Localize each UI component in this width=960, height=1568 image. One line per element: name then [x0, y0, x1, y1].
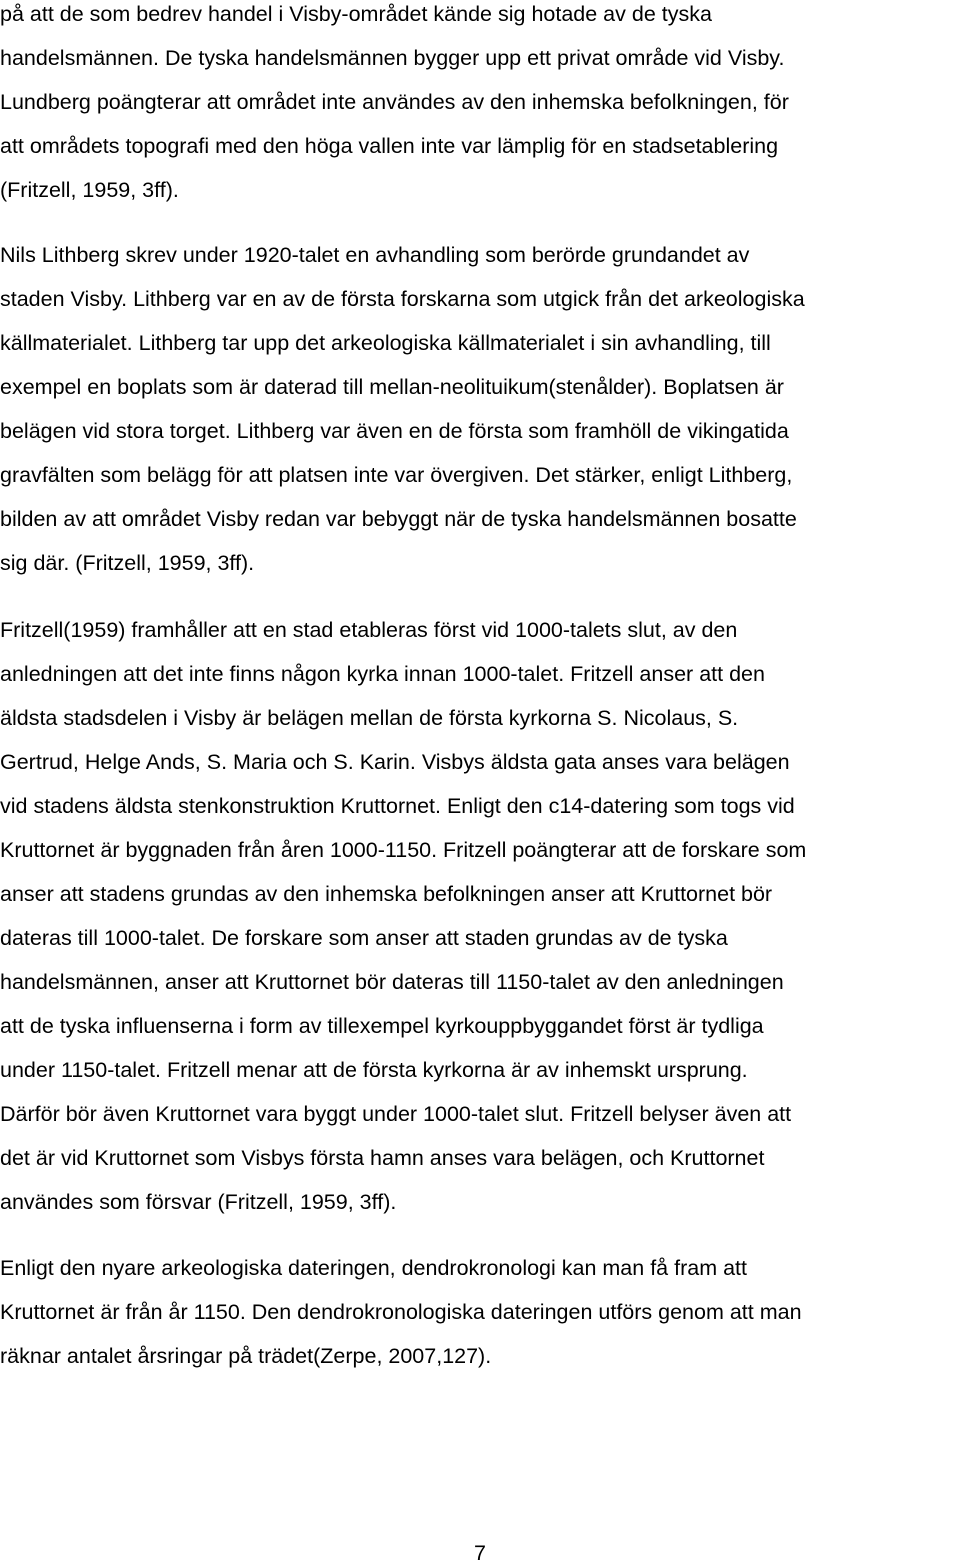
text-line: Kruttornet är byggnaden från åren 1000-1150. Fritzell poängterar att de forskare som [0, 838, 807, 862]
text-line: Kruttornet är från år 1150. Den dendrokronologiska dateringen utförs genom att man [0, 1300, 802, 1324]
text-line: anledningen att det inte finns någon kyrka innan 1000-talet. Fritzell anser att den [0, 662, 765, 686]
text-line: handelsmännen. De tyska handelsmännen bygger upp ett privat område vid Visby. [0, 46, 785, 70]
text-line: på att de som bedrev handel i Visby-området kände sig hotade av de tyska [0, 2, 712, 26]
text-line: Lundberg poängterar att området inte användes av den inhemska befolkningen, för [0, 90, 789, 114]
text-line: att de tyska influenserna i form av tillexempel kyrkouppbyggandet först är tydliga [0, 1014, 764, 1038]
text-line: staden Visby. Lithberg var en av de första forskarna som utgick från det arkeologiska [0, 287, 805, 311]
text-line: bilden av att området Visby redan var bebyggt när de tyska handelsmännen bosatte [0, 507, 797, 531]
text-line: handelsmännen, anser att Kruttornet bör dateras till 1150-talet av den anledningen [0, 970, 784, 994]
text-line: det är vid Kruttornet som Visbys första hamn anses vara belägen, och Kruttornet [0, 1146, 765, 1170]
text-line: Enligt den nyare arkeologiska dateringen, dendrokronologi kan man få fram att [0, 1256, 747, 1280]
text-line: vid stadens äldsta stenkonstruktion Kruttornet. Enligt den c14-datering som togs vid [0, 794, 795, 818]
text-line: användes som försvar (Fritzell, 1959, 3ff). [0, 1190, 397, 1214]
text-line: belägen vid stora torget. Lithberg var även en de första som framhöll de vikingatida [0, 419, 789, 443]
paragraph-2 [0, 233, 960, 585]
text-line: Gertrud, Helge Ands, S. Maria och S. Karin. Visbys äldsta gata anses vara belägen [0, 750, 790, 774]
text-line: anser att stadens grundas av den inhemska befolkningen anser att Kruttornet bör [0, 882, 773, 906]
text-line: (Fritzell, 1959, 3ff). [0, 178, 179, 202]
text-line: räknar antalet årsringar på trädet(Zerpe, 2007,127). [0, 1344, 492, 1368]
text-line: gravfälten som belägg för att platsen inte var övergiven. Det stärker, enligt Lithberg, [0, 463, 793, 487]
text-line: Därför bör även Kruttornet vara byggt under 1000-talet slut. Fritzell belyser även att [0, 1102, 792, 1126]
text-line: Nils Lithberg skrev under 1920-talet en avhandling som berörde grundandet av [0, 243, 750, 267]
text-line: exempel en boplats som är daterad till mellan-neolituikum(stenålder). Boplatsen är [0, 375, 784, 399]
text-line: källmaterialet. Lithberg tar upp det arkeologiska källmaterialet i sin avhandling, till [0, 331, 771, 355]
text-line: att områdets topografi med den höga vallen inte var lämplig för en stadsetablering [0, 134, 779, 158]
text-line: Fritzell(1959) framhåller att en stad etableras först vid 1000-talets slut, av den [0, 618, 738, 642]
page-number: 7 [474, 1541, 486, 1565]
paragraph-4 [0, 1246, 960, 1378]
text-line: under 1150-talet. Fritzell menar att de första kyrkorna är av inhemskt ursprung. [0, 1058, 748, 1082]
paragraph-1 [0, 0, 960, 212]
text-line: dateras till 1000-talet. De forskare som anser att staden grundas av de tyska [0, 926, 728, 950]
text-line: sig där. (Fritzell, 1959, 3ff). [0, 551, 255, 575]
text-line: äldsta stadsdelen i Visby är belägen mellan de första kyrkorna S. Nicolaus, S. [0, 706, 739, 730]
paragraph-3 [0, 608, 960, 1224]
